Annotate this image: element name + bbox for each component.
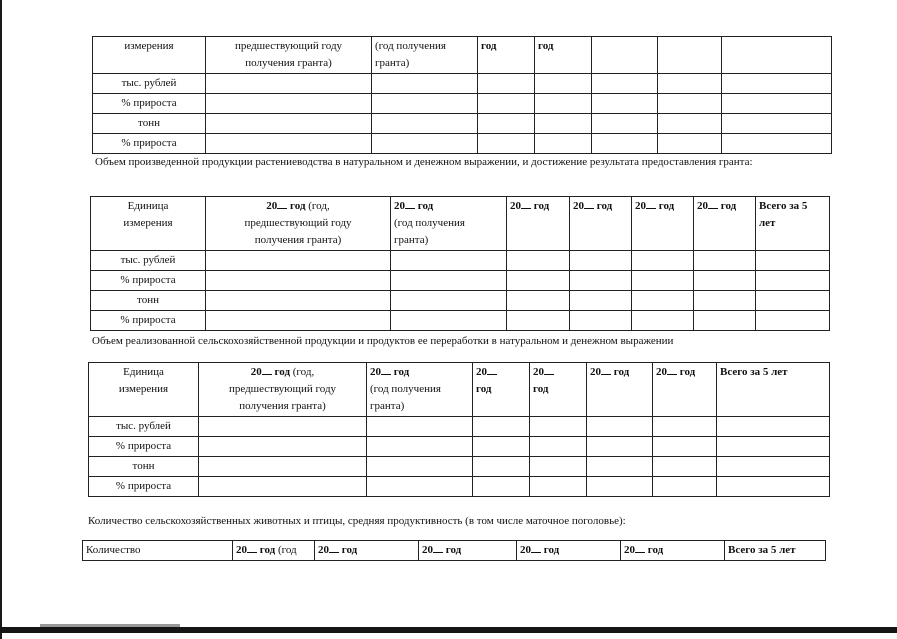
header-cell-total: Всего за 5 лет (725, 541, 826, 561)
header-cell-year: 20 год (530, 363, 587, 417)
table-sold-production (88, 362, 830, 497)
header-cell-year: 20 год (517, 541, 621, 561)
header-cell-prev-year: 20 год (год, предшествующий году получения гранта) (199, 363, 367, 417)
header-cell-total: Всего за 5 лет (756, 197, 830, 251)
row-label: % прироста (91, 311, 206, 331)
header-cell-prev-year: 20 год (год (233, 541, 315, 561)
table-crop-production (90, 196, 830, 331)
header-cell-total: Всего за 5 лет (717, 363, 830, 417)
table-continuation (92, 36, 832, 154)
row-label: % прироста (91, 271, 206, 291)
section-title-sold-production: Объем реализованной сельскохозяйственной продукции и продуктов ее переработки в натуральном и денежном выражении (92, 335, 674, 347)
page-left-edge (0, 0, 2, 639)
header-cell-prev-year: 20 год (год, предшествующий году получения гранта) (206, 197, 391, 251)
section-title-crop-production: Объем произведенной продукции растениеводства в натуральном и денежном выражении, и достижение результата предоставления гранта: (95, 156, 753, 168)
header-cell-year: 20 год (315, 541, 419, 561)
header-cell (592, 37, 658, 74)
table-header-row (89, 363, 830, 417)
header-cell-grant-year: 20 год (год получения гранта) (391, 197, 507, 251)
header-cell-year: 20 год (694, 197, 756, 251)
header-cell-unit: Единица измерения (91, 197, 206, 251)
header-cell-year: 20 год (621, 541, 725, 561)
table-livestock (82, 540, 826, 561)
table-header-row (83, 541, 826, 561)
row-label: тыс. рублей (89, 417, 199, 437)
header-cell (658, 37, 722, 74)
row-label: тыс. рублей (93, 74, 206, 94)
row-label: % прироста (93, 134, 206, 154)
row-label: тыс. рублей (91, 251, 206, 271)
row-label: % прироста (89, 437, 199, 457)
table-header-row (91, 197, 830, 251)
header-cell: (год получения гранта) (372, 37, 478, 74)
header-cell: год (535, 37, 592, 74)
header-cell-year: 20 год (419, 541, 517, 561)
header-cell-grant-year: 20 год (год получения гранта) (367, 363, 473, 417)
header-cell-year: 20 год (507, 197, 570, 251)
header-cell-year: 20 год (653, 363, 717, 417)
scan-bottom-edge (0, 627, 897, 633)
section-title-livestock: Количество сельскохозяйственных животных и птицы, средняя продуктивность (в том числе маточное поголовье): (88, 515, 626, 527)
header-cell-year: 20 год (632, 197, 694, 251)
header-cell-count: Количество (83, 541, 233, 561)
header-cell-unit: Единица измерения (89, 363, 199, 417)
row-label: тонн (93, 114, 206, 134)
header-cell-year: 20 год (587, 363, 653, 417)
table-header-row (93, 37, 832, 74)
header-cell (722, 37, 832, 74)
header-cell: предшествующий году получения гранта) (206, 37, 372, 74)
row-label: % прироста (93, 94, 206, 114)
header-cell-year: 20 год (473, 363, 530, 417)
header-cell-year: 20 год (570, 197, 632, 251)
row-label: % прироста (89, 477, 199, 497)
row-label: тонн (89, 457, 199, 477)
header-cell: год (478, 37, 535, 74)
header-cell: измерения (93, 37, 206, 74)
row-label: тонн (91, 291, 206, 311)
